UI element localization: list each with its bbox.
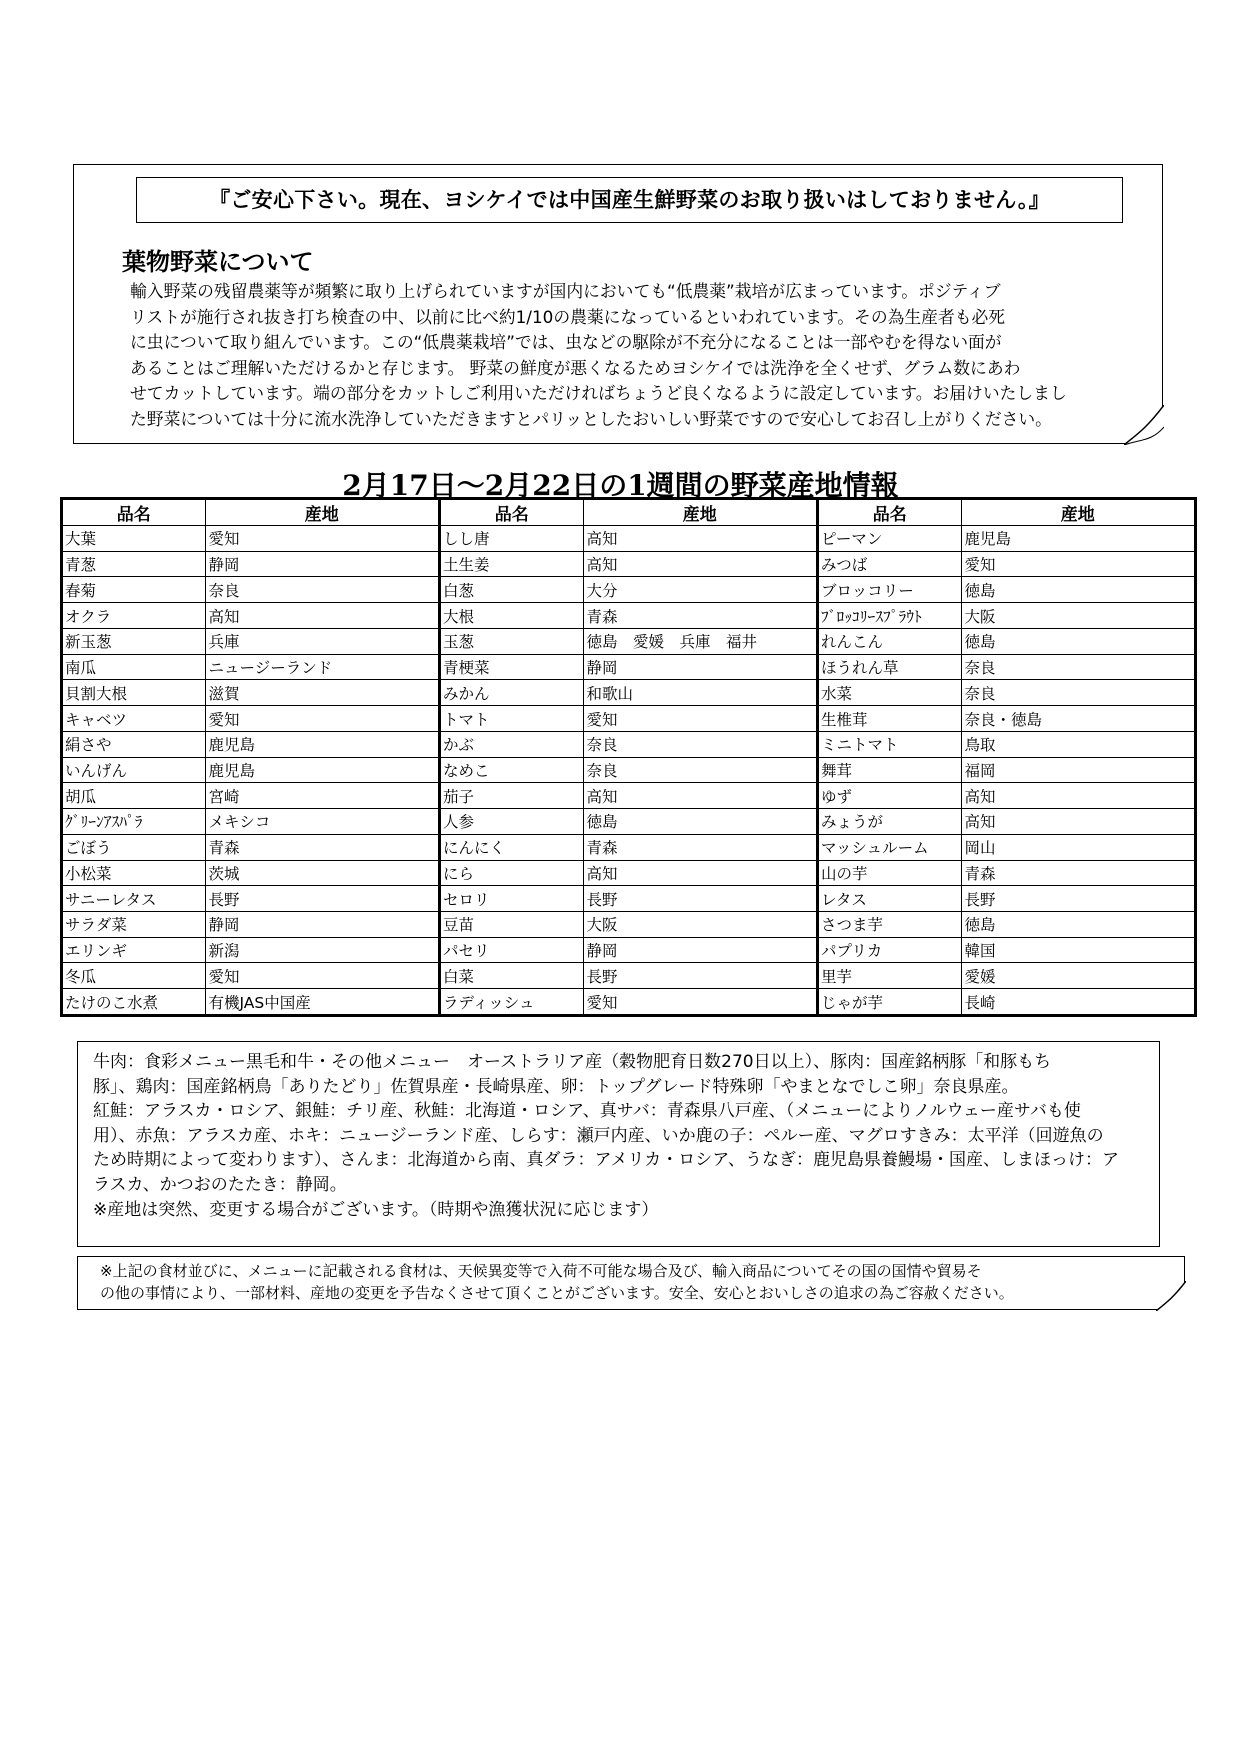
table-row [819,551,1194,577]
produce-origin: 奈良 [964,659,996,678]
notice-line: に虫について取り組んでいます。この“低農薬栽培”では、虫などの駆除が不充分になることは一部やむを得ない面が [130,332,1002,352]
table-header-row [63,500,438,526]
notice-box [73,164,1163,444]
produce-name: みょうが [819,809,962,834]
produce-name: 南瓜 [63,655,206,680]
produce-name: 青葱 [63,552,206,577]
produce-name: ラディッシュ [441,989,584,1014]
meat-fish-line: ※産地は突然、変更する場合がございます。（時期や漁獲状況に応じます） [93,1199,659,1220]
page-curl-decoration [1156,1281,1186,1311]
produce-name: みかん [441,680,584,705]
table-row [441,679,816,705]
produce-origin: 奈良 [586,736,618,755]
produce-origin: 新潟 [208,942,240,961]
produce-name: パセリ [441,938,584,963]
produce-name: レタス [819,886,962,911]
produce-name: にんにく [441,835,584,860]
table-row [63,911,438,937]
produce-name: さつま芋 [819,912,962,937]
produce-name: たけのこ水煮 [63,989,206,1014]
produce-name: ミニトマト [819,732,962,757]
produce-name: 小松菜 [63,861,206,886]
table-row [63,860,438,886]
produce-name: セロリ [441,886,584,911]
produce-origin: 大阪 [964,607,996,626]
produce-origin: 高知 [964,813,996,832]
produce-origin: 静岡 [208,916,240,935]
produce-origin: 奈良・徳島 [964,710,1043,729]
table-row [441,988,816,1014]
produce-origin: 長野 [208,890,240,909]
produce-name: サニーレタス [63,886,206,911]
table-row [819,679,1194,705]
table-row [441,551,816,577]
produce-column-group [438,500,816,1014]
table-row [63,705,438,731]
produce-name: いんげん [63,758,206,783]
produce-name: 山の芋 [819,861,962,886]
produce-origin: 静岡 [586,942,618,961]
produce-name: 青梗菜 [441,655,584,680]
produce-origin: 高知 [586,530,618,549]
produce-name: かぶ [441,732,584,757]
produce-name: 白菜 [441,963,584,988]
produce-origin: 青森 [208,839,240,858]
notice-body [130,279,1150,432]
table-row [819,654,1194,680]
produce-name: パプリカ [819,938,962,963]
header-name: 品名 [819,500,962,525]
produce-name: オクラ [63,603,206,628]
produce-origin: 奈良 [964,684,996,703]
produce-name: サラダ菜 [63,912,206,937]
meat-fish-line: 牛肉：食彩メニュー黒毛和牛・その他メニュー オーストラリア産（穀物肥育日数270日以上）、豚肉：国産銘柄豚「和豚もち [93,1052,1052,1072]
table-row [441,834,816,860]
table-row [63,628,438,654]
produce-origin: 滋賀 [208,684,240,703]
produce-name: 貝割大根 [63,680,206,705]
produce-origin: 宮崎 [208,787,240,806]
table-row [441,628,816,654]
produce-name: 茄子 [441,783,584,808]
produce-origin: 高知 [208,607,240,626]
produce-name: 水菜 [819,680,962,705]
table-row [441,654,816,680]
produce-name: ﾌﾞﾛｯｺﾘｰｽﾌﾟﾗｳﾄ [819,603,962,628]
produce-name: エリンギ [63,938,206,963]
produce-name: 大葉 [63,526,206,551]
produce-name: 土生姜 [441,552,584,577]
table-row [441,757,816,783]
produce-origin: 岡山 [964,839,996,858]
table-row [63,808,438,834]
header-origin: 産地 [682,505,717,525]
table-row [63,602,438,628]
meat-fish-line: 豚」、鶏肉：国産銘柄鳥「ありたどり」佐賀県産・長崎県産、卵：トップグレード特殊卵「やまとなでしこ卵」奈良県産。 [93,1076,1019,1097]
table-row [819,988,1194,1014]
produce-name: じゃが芋 [819,989,962,1014]
table-row [819,860,1194,886]
produce-name: にら [441,861,584,886]
table-row [63,679,438,705]
produce-origin: 愛知 [586,710,618,729]
header-origin: 産地 [1060,505,1095,525]
table-row [819,962,1194,988]
header-origin: 産地 [304,505,339,525]
table-row [441,731,816,757]
page-curl-decoration [1124,405,1164,445]
produce-origin: ニュージーランド [208,659,333,678]
table-row [819,911,1194,937]
produce-origin: 徳島 愛媛 兵庫 福井 [586,633,758,652]
produce-name: 新玉葱 [63,629,206,654]
table-row [441,782,816,808]
produce-name: 豆苗 [441,912,584,937]
produce-name: 絹さや [63,732,206,757]
produce-origin: 高知 [586,864,618,883]
produce-column-group [816,500,1194,1014]
produce-name: 胡瓜 [63,783,206,808]
table-row [63,782,438,808]
produce-origin: 愛知 [208,710,240,729]
produce-name: トマト [441,706,584,731]
produce-name: 舞茸 [819,758,962,783]
produce-origin: 静岡 [208,556,240,575]
table-row [819,782,1194,808]
produce-name: ゆず [819,783,962,808]
produce-origin: 福岡 [964,761,996,780]
footer-note-text [100,1260,1014,1304]
table-row [441,860,816,886]
table-row [819,576,1194,602]
produce-name: なめこ [441,758,584,783]
table-row [63,834,438,860]
table-row [441,911,816,937]
produce-origin: 和歌山 [586,684,634,703]
table-row [441,526,816,551]
header-name: 品名 [441,500,584,525]
produce-table-title: 2月17日～2月22日の1週間の野菜産地情報 [342,469,899,502]
notice-line: せてカットしています。端の部分をカットしご利用いただければちょうど良くなるように設定しています。お届けいたしまし [130,383,1067,403]
produce-origin: 高知 [586,787,618,806]
produce-name: ピーマン [819,526,962,551]
meat-fish-line: 紅鮭：アラスカ・ロシア、銀鮭：チリ産、秋鮭：北海道・ロシア、真サバ：青森県八戸産、（メニューによりノルウェー産サバも使 [93,1101,1081,1122]
footer-note-box [77,1256,1185,1310]
table-row [441,602,816,628]
table-row [441,705,816,731]
table-header-row [819,500,1194,526]
produce-origin: 青森 [586,839,618,858]
table-row [63,731,438,757]
table-row [819,628,1194,654]
produce-origin: 長野 [964,890,996,909]
produce-origin: 徳島 [586,813,618,832]
produce-origin: 愛媛 [964,967,996,986]
produce-name: しし唐 [441,526,584,551]
produce-origin: 高知 [964,787,996,806]
produce-origin: メキシコ [208,813,271,832]
produce-origin: 有機JAS中国産 [208,993,311,1012]
footer-note-line: ※上記の食材並びに、メニューに記載される食材は、天候異変等で入荷不可能な場合及び、輸入商品についてその国の国情や貿易そ [100,1262,982,1280]
produce-origin: 長野 [586,967,618,986]
produce-origin: 徳島 [964,916,996,935]
table-row [441,808,816,834]
table-row [819,885,1194,911]
table-row [63,551,438,577]
produce-name: 春菊 [63,577,206,602]
table-row [819,526,1194,551]
table-row [63,576,438,602]
produce-origin: 兵庫 [208,633,240,652]
table-row [819,602,1194,628]
produce-origin: 青森 [586,607,618,626]
produce-name: ブロッコリー [819,577,962,602]
table-row [441,576,816,602]
header-name: 品名 [63,500,206,525]
produce-column-group [63,500,438,1014]
table-row [63,937,438,963]
table-row [819,731,1194,757]
produce-origin: 愛知 [208,967,240,986]
produce-origin: 徳島 [964,581,996,600]
produce-origin: 茨城 [208,864,240,883]
meat-fish-origin-box [77,1041,1160,1247]
footer-note-line: の他の事情により、一部材料、産地の変更を予告なくさせて頂くことがございます。安全、安心とおいしさの追求の為ご容赦ください。 [100,1284,1014,1302]
table-row [819,937,1194,963]
produce-origin: 韓国 [964,942,996,961]
produce-origin: 長野 [586,890,618,909]
produce-origin: 静岡 [586,659,618,678]
table-row [819,834,1194,860]
notice-line: た野菜については十分に流水洗浄していただきますとパリッとしたおいしい野菜ですので安心してお召し上がりください。 [130,408,1052,429]
table-row [819,757,1194,783]
produce-name: れんこん [819,629,962,654]
produce-name: 人参 [441,809,584,834]
table-row [819,705,1194,731]
table-header-row [441,500,816,526]
produce-name: 玉葱 [441,629,584,654]
produce-origin: 鳥取 [964,736,996,755]
produce-name: 冬瓜 [63,963,206,988]
produce-origin: 愛知 [964,556,996,575]
produce-origin: 鹿児島 [208,761,256,780]
produce-name: キャベツ [63,706,206,731]
produce-origin: 長崎 [964,993,996,1012]
produce-origin: 愛知 [586,993,618,1012]
produce-origin: 鹿児島 [964,530,1012,549]
produce-origin: 大阪 [586,916,618,935]
produce-name: 白葱 [441,577,584,602]
produce-name: ほうれん草 [819,655,962,680]
table-row [441,937,816,963]
produce-table [60,497,1197,1017]
produce-origin: 青森 [964,864,996,883]
produce-origin: 徳島 [964,633,996,652]
produce-origin: 奈良 [586,761,618,780]
table-row [63,885,438,911]
produce-name: マッシュルーム [819,835,962,860]
meat-fish-line: ラスカ、かつおのたたき：静岡。 [93,1174,347,1195]
notice-line: 輸入野菜の残留農薬等が頻繁に取り上げられていますが国内においても“低農薬”栽培が広まっています。ポジティブ [130,281,1001,301]
meat-fish-line: 用）、赤魚：アラスカ産、ホキ：ニュージーランド産、しらす：瀬戸内産、いか鹿の子：ペルー産、マグロすきみ：太平洋（回遊魚の [93,1125,1104,1146]
produce-name: 里芋 [819,963,962,988]
produce-name: 大根 [441,603,584,628]
table-row [441,885,816,911]
notice-headline: 『ご安心下さい。現在、ヨシケイでは中国産生鮮野菜のお取り扱いはしておりません。』 [136,177,1123,223]
table-row [63,526,438,551]
notice-subheading: 葉物野菜について [122,248,314,276]
produce-name: 生椎茸 [819,706,962,731]
produce-origin: 愛知 [208,530,240,549]
table-row [63,962,438,988]
produce-name: ごぼう [63,835,206,860]
notice-line: リストが施行され抜き打ち検査の中、以前に比べ約1/10の農薬になっているといわれています。その為生産者も必死 [130,306,1006,327]
table-row [63,757,438,783]
produce-origin: 鹿児島 [208,736,256,755]
table-row [63,988,438,1014]
table-row [819,808,1194,834]
meat-fish-line: ため時期によって変わります）、さんま：北海道から南、真ダラ：アメリカ・ロシア、うなぎ：鹿児島県養鰻場・国産、しまほっけ：ア [93,1150,1119,1171]
meat-fish-text [93,1050,1153,1222]
produce-name: ｸﾞﾘｰﾝｱｽﾊﾟﾗ [63,809,206,834]
produce-origin: 高知 [586,556,618,575]
table-row [63,654,438,680]
produce-origin: 大分 [586,581,618,600]
table-row [441,962,816,988]
produce-origin: 奈良 [208,581,240,600]
produce-name: みつば [819,552,962,577]
notice-line: あることはご理解いただけるかと存じます。 野菜の鮮度が悪くなるためヨシケイでは洗浄を全くせず、グラム数にあわ [130,357,1021,378]
